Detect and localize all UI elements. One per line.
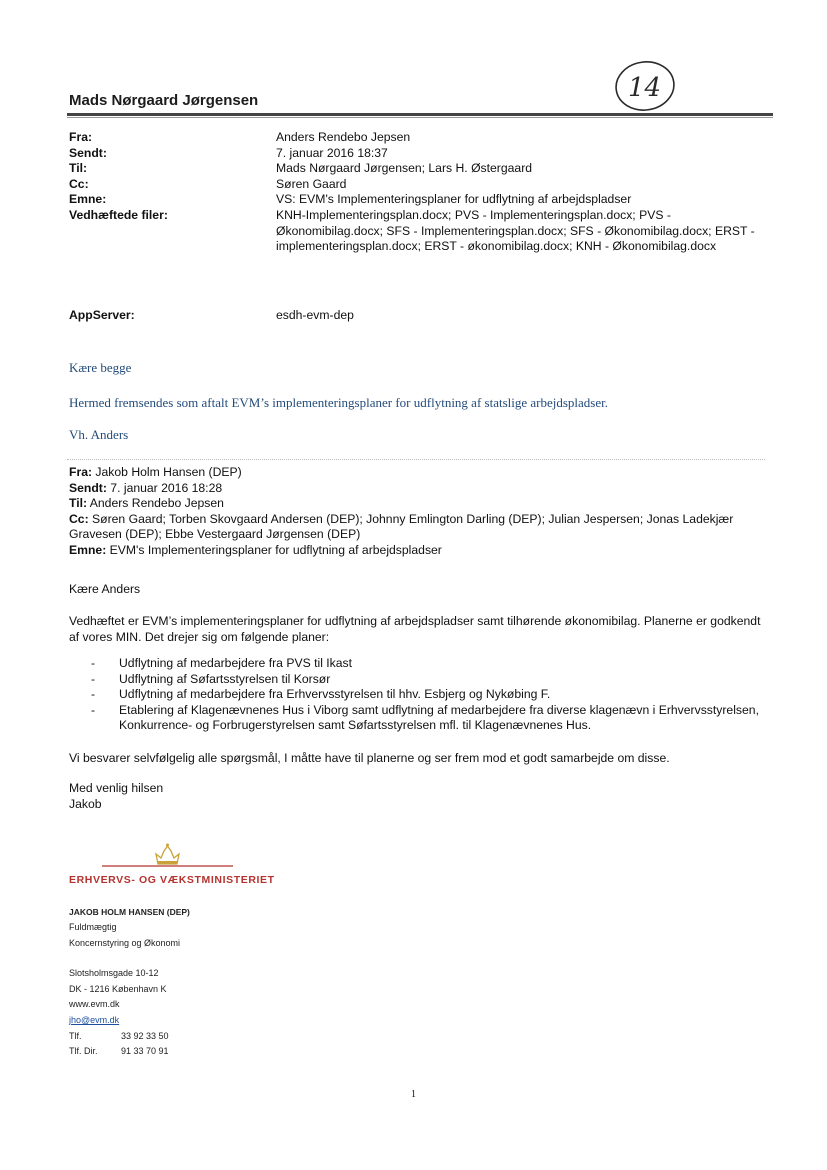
header-row-sent: [69, 146, 774, 162]
header-label: Fra:: [69, 130, 93, 144]
reply-signoff: Vh. Anders: [69, 427, 129, 442]
header-row-subject: [69, 192, 774, 208]
forwarded-cc-value: Søren Gaard; Torben Skovgaard Andersen (DEP); Johnny Emlington Darling (DEP); Julian Jespersen; Jonas Ladekjær Gravesen (DEP); Ebbe Vestergaard Jørgensen (DEP): [69, 511, 734, 542]
header-label: Til:: [69, 161, 88, 176]
forwarded-closing: Vi besvarer selvfølgelig alle spørgsmål, I måtte have til planerne og ser frem mod et godt samarbejde om disse.: [69, 751, 670, 765]
header-label: Vedhæftede filer:: [69, 207, 168, 222]
list-item-text: Udflytning af medarbejdere fra PVS til Ikast: [119, 656, 353, 670]
header-value: Søren Gaard: [276, 176, 347, 191]
forwarded-from-value: Jakob Holm Hansen (DEP): [92, 465, 242, 479]
forwarded-to-label: Til:: [69, 496, 88, 511]
list-item: - Udflytning af medarbejdere fra Erhvervsstyrelsen til hhv. Esbjerg og Nykøbing F.: [69, 687, 769, 703]
header-row-cc: [69, 177, 774, 193]
signature-web: www.evm.dk: [69, 999, 120, 1010]
regards: Med venlig hilsen: [69, 781, 164, 795]
forwarded-sent-label: Sendt:: [69, 480, 107, 495]
direct-phone-label: Tlf. Dir.: [69, 1046, 98, 1057]
forwarded-subject-value: EVM's Implementeringsplaner for udflytning af arbejdspladser: [106, 542, 442, 557]
attachments-list: KNH-Implementeringsplan.docx; PVS - Implementeringsplan.docx; PVS - Økonomibilag.docx; SFS - Implementeringsplan.docx; SFS - Økonomibilag.docx; ERST - implementeringsplan.docx; ERST - økonomibilag.docx; KNH - Økonomibilag.docx: [276, 207, 755, 254]
list-item-text: Etablering af Klagenævnenes Hus i Viborg samt udflytning af medarbejdere fra diverse klagenævn i Erhvervsstyrelsen, Konkurrence- og Forbrugerstyrelsen samt Søfartsstyrelsen mfl. til Klagenævnenes Hus.: [119, 702, 759, 733]
reply-greeting: Kære begge: [69, 360, 132, 375]
ministry-logo-text: ERHVERVS- OG VÆKSTMINISTERIET: [69, 874, 275, 886]
page-title: Mads Nørgaard Jørgensen: [69, 92, 259, 109]
email-header-fields: [69, 130, 774, 255]
header-row-from: [69, 130, 774, 146]
signature-dept: Koncernstyring og Økonomi: [69, 937, 181, 948]
stamp-number: 14: [628, 73, 662, 103]
header-value: Anders Rendebo Jepsen: [276, 130, 411, 144]
forward-divider: [67, 459, 765, 460]
forwarded-to-value: Anders Rendebo Jepsen: [87, 496, 224, 511]
header-value: 7. januar 2016 18:37: [276, 145, 388, 160]
forwarded-cc-label: Cc:: [69, 511, 89, 526]
signature-address2: DK - 1216 København K: [69, 983, 167, 994]
forwarded-cc: [69, 512, 774, 543]
signature-phone: [69, 1029, 180, 1045]
direct-phone-value: 91 33 70 91: [121, 1046, 169, 1057]
phone-label: Tlf.: [69, 1030, 82, 1041]
signature-role: Fuldmægtig: [69, 922, 117, 932]
forwarded-intro: Vedhæftet er EVM’s implementeringsplaner for udflytning af arbejdspladser samt tilhørende økonomibilag. Planerne er godkendt af vores MIN. Det drejer sig om følgende planer:: [69, 614, 761, 644]
reply-body: Hermed fremsendes som aftalt EVM’s implementeringsplaner for udflytning af statslige arbejdspladser.: [69, 395, 608, 410]
header-label: Sendt:: [69, 145, 107, 160]
handwritten-stamp-mark: [612, 58, 678, 114]
list-item: - Udflytning af medarbejdere fra PVS til Ikast: [69, 656, 769, 672]
sender-first-name: Jakob: [69, 797, 102, 811]
phone-value: 33 92 33 50: [121, 1030, 169, 1041]
forwarded-subject-label: Emne:: [69, 542, 107, 557]
signature-direct-phone: [69, 1044, 180, 1060]
list-item: - Etablering af Klagenævnenes Hus i Viborg samt udflytning af medarbejdere fra diverse klagenævn i Erhvervsstyrelsen, Konkurrence- og Forbrugerstyrelsen samt Søfartsstyrelsen mfl. til Klagenævnenes Hus.: [69, 703, 769, 734]
appserver-row: [69, 308, 774, 322]
title-divider: [67, 113, 773, 116]
plans-list: [69, 656, 769, 734]
header-value: VS: EVM's Implementeringsplaner for udflytning af arbejdspladser: [276, 192, 632, 207]
header-label: Cc:: [69, 176, 89, 191]
crown-logo-icon: [100, 842, 235, 870]
list-item: - Udflytning af Søfartsstyrelsen til Korsør: [69, 672, 769, 688]
forwarded-sent: [69, 481, 774, 497]
page-number: 1: [411, 1089, 416, 1100]
signature-address1: Slotsholmsgade 10-12: [69, 968, 159, 979]
forwarded-to: [69, 496, 774, 512]
forwarded-header: [69, 465, 774, 559]
forwarded-from: [69, 465, 774, 481]
list-item-text: Udflytning af Søfartsstyrelsen til Korsør: [119, 671, 331, 686]
appserver-value: esdh-evm-dep: [276, 308, 354, 322]
header-label: Emne:: [69, 192, 107, 207]
title-divider-thin: [67, 117, 773, 118]
forwarded-subject: [69, 543, 774, 559]
list-item-text: Udflytning af medarbejdere fra Erhvervsstyrelsen til hhv. Esbjerg og Nykøbing F.: [119, 687, 551, 702]
header-row-to: [69, 161, 774, 177]
signature-details: [69, 920, 180, 1060]
header-row-attachments: [69, 208, 774, 255]
header-value: Mads Nørgaard Jørgensen; Lars H. Østergaard: [276, 161, 533, 176]
appserver-label: AppServer:: [69, 308, 135, 322]
forwarded-from-label: Fra:: [69, 465, 93, 479]
forwarded-sent-value: 7. januar 2016 18:28: [106, 480, 223, 495]
signature-email-link[interactable]: jho@evm.dk: [69, 1014, 120, 1025]
signature-name: JAKOB HOLM HANSEN (DEP): [69, 907, 190, 917]
forwarded-greeting: Kære Anders: [69, 582, 141, 596]
